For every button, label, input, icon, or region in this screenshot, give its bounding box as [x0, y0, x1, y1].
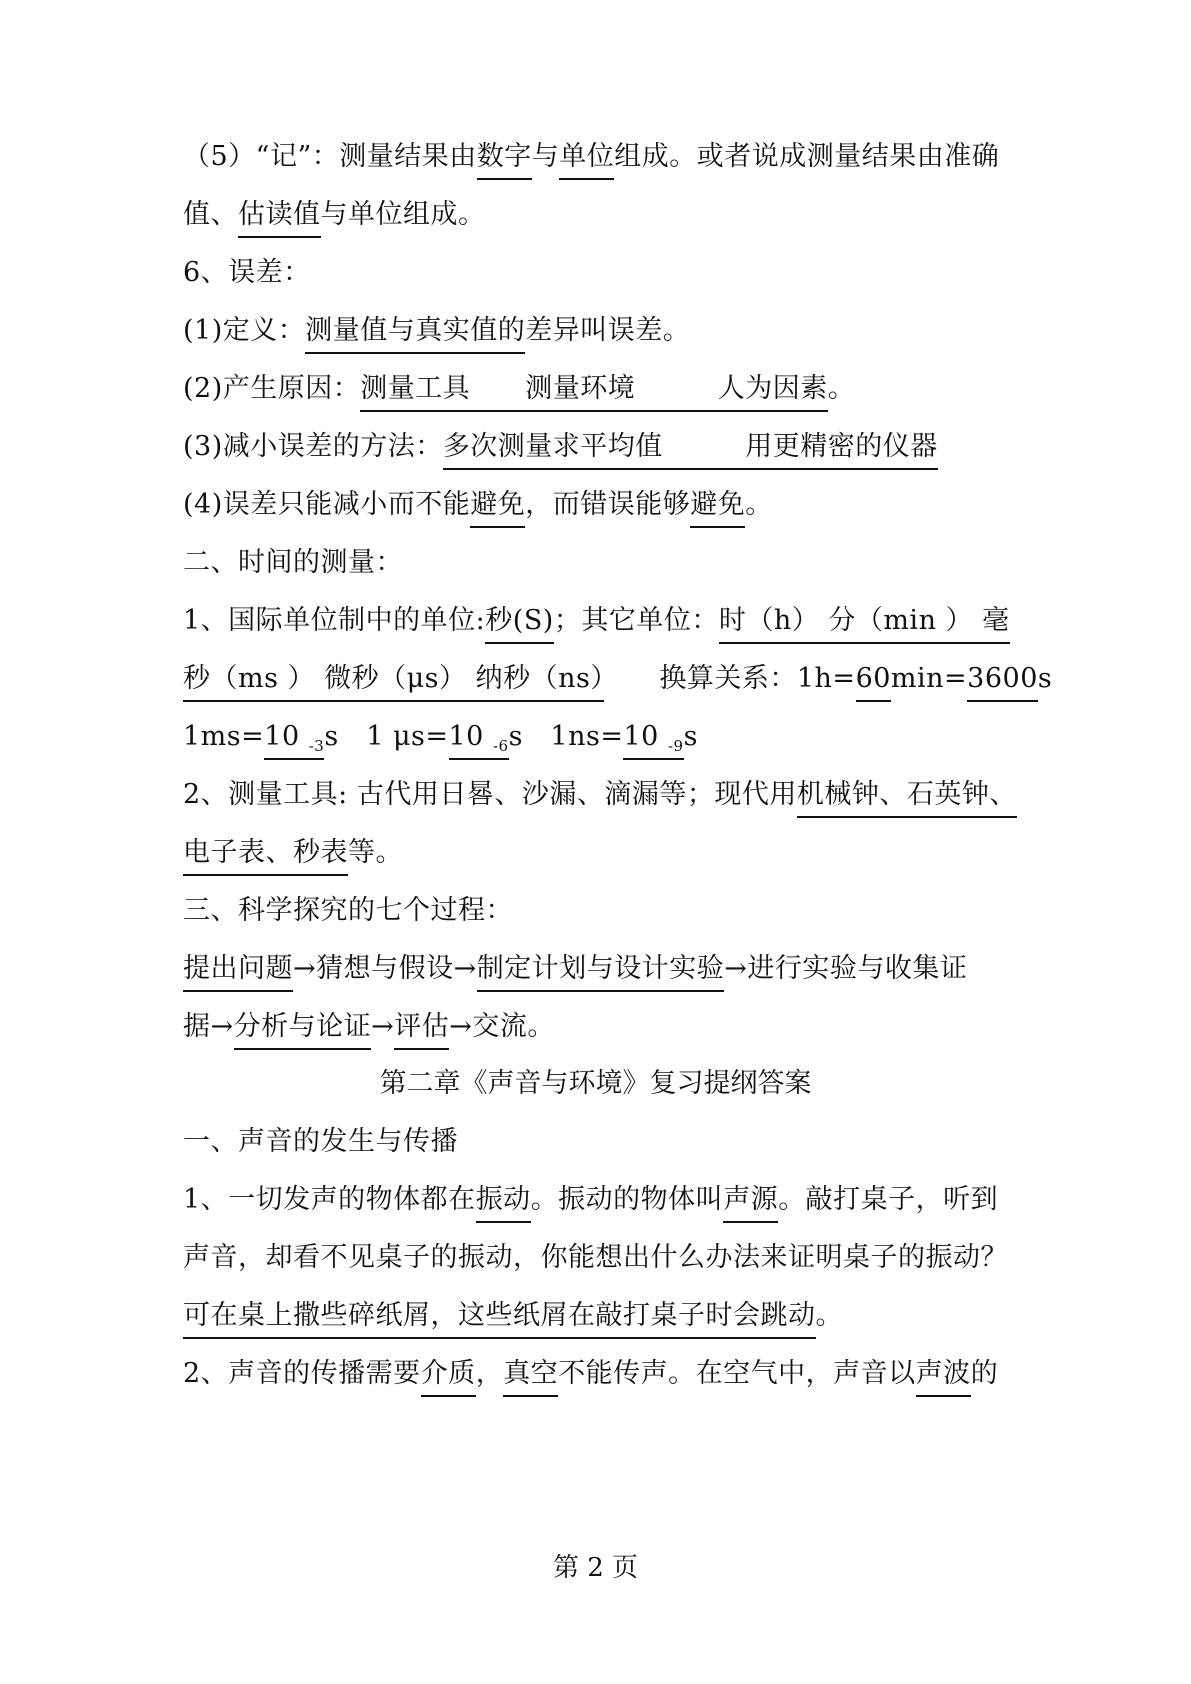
section-heading: 三、科学探究的七个过程：: [183, 895, 513, 926]
text-line: 1ms=10 $^{-3}$s 1 μs=10 $^{-6}$s 1ns=10 $^{-9}$s: [183, 717, 698, 760]
text-line: （5）“记”：测量结果由数字与单位组成。或者说成测量结果由准确: [183, 137, 999, 177]
chapter-title: 第二章《声音与环境》复习提纲答案: [379, 1068, 812, 1099]
section-heading: 一、声音的发生与传播: [183, 1126, 458, 1157]
text-line: 2、测量工具: 古代用日晷、沙漏、滴漏等；现代用机械钟、石英钟、: [183, 775, 1017, 815]
text-line: 提出问题→猜想与假设→制定计划与设计实验→进行实验与收集证: [183, 949, 967, 989]
text-line: 可在桌上撒些碎纸屑，这些纸屑在敲打桌子时会跳动。: [183, 1296, 843, 1336]
text-line: 据→分析与论证→评估→交流。: [183, 1007, 555, 1047]
section-heading: 6、误差：: [183, 257, 311, 288]
text-line: (2)产生原因：测量工具 测量环境 人为因素。: [183, 369, 855, 409]
text-line: 1、国际单位制中的单位:秒(S)；其它单位：时（h） 分（min ） 毫: [183, 601, 1010, 641]
text-line: 值、估读值与单位组成。: [183, 195, 486, 235]
text-line: 声音，却看不见桌子的振动，你能想出什么办法来证明桌子的振动？: [183, 1242, 1008, 1273]
text-line: 电子表、秒表等。: [183, 833, 403, 873]
section-heading: 二、时间的测量：: [183, 547, 403, 578]
page-number: 第 2 页: [552, 1553, 639, 1583]
text-line: 1、一切发声的物体都在振动。振动的物体叫声源。敲打桌子，听到: [183, 1180, 998, 1220]
text-line: (4)误差只能减小而不能避免，而错误能够避免。: [183, 485, 773, 525]
text-line: 2、声音的传播需要介质，真空不能传声。在空气中，声音以声波的: [183, 1354, 998, 1394]
text-line: (1)定义：测量值与真实值的差异叫误差。: [183, 311, 690, 351]
text-line: (3)减小误差的方法：多次测量求平均值 用更精密的仪器: [183, 427, 938, 467]
text-line: 秒（ms ） 微秒（μs） 纳秒（ns） 换算关系：1h=60min=3600s: [183, 659, 1052, 699]
